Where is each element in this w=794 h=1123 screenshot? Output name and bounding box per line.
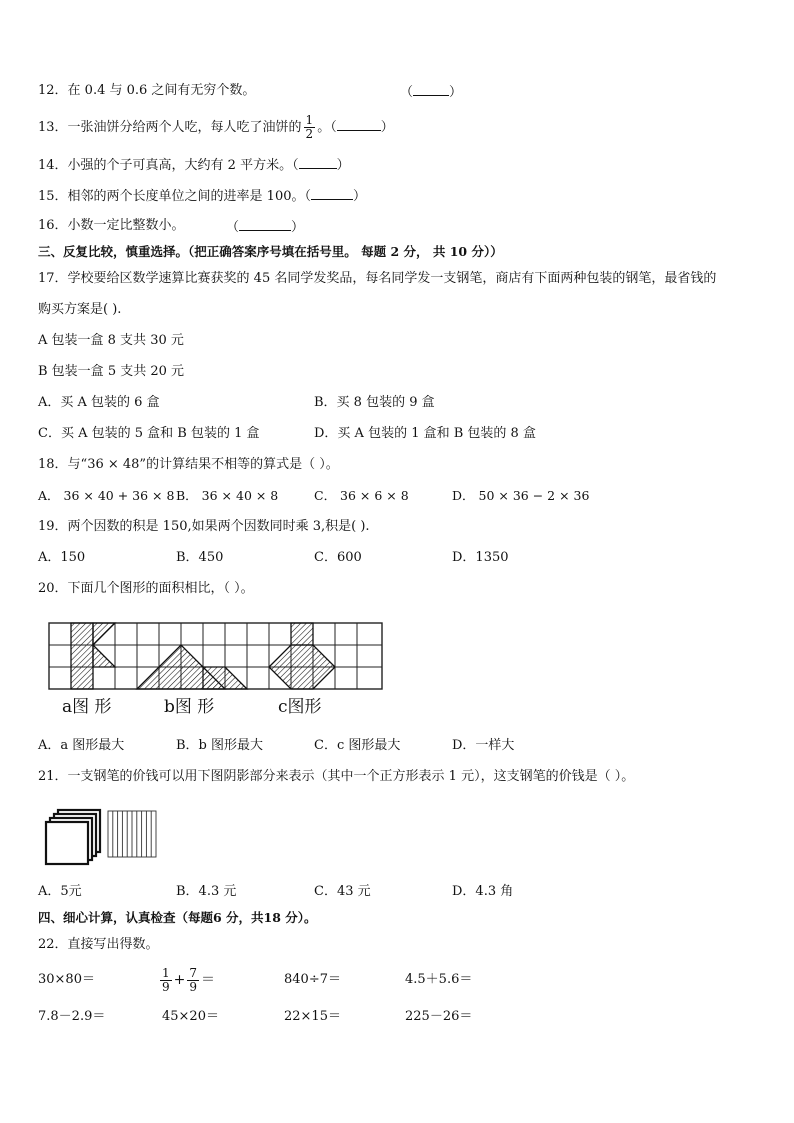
q20-stem: 20．下面几个图形的面积相比，（ ）。 (38, 581, 254, 596)
q18-option-a[interactable]: A． 36 × 40 + 36 × 8 (38, 488, 175, 503)
tenth-strips (108, 811, 156, 857)
q21-option-c[interactable]: C．43 元 (314, 884, 371, 899)
q17-package-b: B 包装一盒 5 支共 20 元 (38, 364, 185, 379)
q17-option-a[interactable]: A．买 A 包装的 6 盒 (38, 395, 160, 410)
q14-blank[interactable] (299, 155, 337, 169)
q22-calc-4: 4.5＋5.6＝ (405, 972, 473, 987)
q16-answer-paren[interactable]: （ ） (226, 217, 304, 237)
q17-option-d[interactable]: D．买 A 包装的 1 盒和 B 包装的 8 盒 (314, 426, 536, 441)
q22-calc-5: 7.8－2.9＝ (38, 1009, 106, 1024)
q18-option-b[interactable]: B． 36 × 40 × 8 (176, 488, 279, 503)
q20-label-c: c图形 (278, 697, 322, 717)
q20-option-a[interactable]: A．a 图形最大 (38, 738, 125, 753)
question-16: 16．小数一定比整数小。 (38, 218, 185, 233)
question-13: 13．一张油饼分给两个人吃，每人吃了油饼的 $\frac{1}{2}$ 。（ ） (38, 113, 394, 141)
stacked-squares (46, 810, 100, 864)
q18-option-d[interactable]: D． 50 × 36 − 2 × 36 (452, 488, 590, 503)
fraction-7-9: $\frac{7}{9}$ (189, 965, 198, 994)
q16-blank[interactable] (239, 217, 291, 231)
q15-blank[interactable] (311, 186, 353, 200)
q19-stem: 19．两个因数的积是 150,如果两个因数同时乘 3,积是( ). (38, 519, 370, 534)
q22-calc-1: 30×80＝ (38, 972, 95, 987)
q20-label-b: b图 形 (164, 697, 215, 717)
q12-answer-paren[interactable]: （ ） (400, 82, 462, 102)
q22-calc-7: 22×15＝ (284, 1009, 341, 1024)
question-12 (38, 82, 255, 100)
q21-money-squares-figure (44, 808, 160, 870)
section-4-heading: 四、细心计算，认真检查（每题6 分，共18 分）。 (38, 910, 317, 925)
shape-a (71, 623, 115, 689)
q22-calc-fraction: $\frac{1}{9}$ + $\frac{7}{9}$ ＝ (162, 965, 216, 994)
q19-option-a[interactable]: A．150 (38, 550, 86, 565)
q18-stem: 18．与“36 × 48”的计算结果不相等的算式是（ ）。 (38, 457, 339, 472)
q22-calc-3: 840÷7＝ (284, 972, 341, 987)
fraction-one-half: $\frac{1}{2}$ (305, 113, 314, 141)
question-15: 15．相邻的两个长度单位之间的进率是 100。（ ） (38, 186, 366, 206)
q19-option-d[interactable]: D．1350 (452, 550, 509, 565)
q20-option-d[interactable]: D．一样大 (452, 738, 515, 753)
q17-option-b[interactable]: B．买 8 包装的 9 盒 (314, 395, 435, 410)
q17-package-a: A 包装一盒 8 支共 30 元 (38, 333, 184, 348)
q12-text: 12．在 0.4 与 0.6 之间有无穷个数。 (38, 83, 256, 98)
q17-option-c[interactable]: C．买 A 包装的 5 盒和 B 包装的 1 盒 (38, 426, 260, 441)
q20-option-b[interactable]: B．b 图形最大 (176, 738, 264, 753)
q21-option-b[interactable]: B．4.3 元 (176, 884, 237, 899)
q20-grid-figure (48, 621, 384, 691)
q20-option-c[interactable]: C．c 图形最大 (314, 738, 401, 753)
section-3-heading: 三、反复比较，慎重选择。（把正确答案序号填在括号里。 每题 2 分， 共 10 分）） (38, 244, 503, 259)
q21-stem: 21．一支钢笔的价钱可以用下图阴影部分来表示（其中一个正方形表示 1 元），这支钢笔的价钱是（ ）。 (38, 769, 635, 784)
q21-option-a[interactable]: A．5元 (38, 884, 82, 899)
q22-calc-8: 225－26＝ (405, 1009, 473, 1024)
q19-option-c[interactable]: C．600 (314, 550, 362, 565)
question-14: 14．小强的个子可真高，大约有 2 平方米。（ ） (38, 155, 350, 175)
q17-stem-line2: 购买方案是( ). (38, 302, 122, 317)
shape-c (269, 623, 335, 689)
q19-option-b[interactable]: B．450 (176, 550, 224, 565)
q18-option-c[interactable]: C． 36 × 6 × 8 (314, 488, 409, 503)
fraction-1-9: $\frac{1}{9}$ (162, 965, 170, 994)
q12-blank[interactable] (413, 82, 449, 96)
q22-stem: 22．直接写出得数。 (38, 937, 159, 952)
q21-option-d[interactable]: D．4.3 角 (452, 884, 514, 899)
q17-stem-line1: 17．学校要给区数学速算比赛获奖的 45 名同学发奖品，每名同学发一支钢笔，商店有下面两种包装的钢笔，最省钱的 (38, 271, 717, 286)
q22-calc-6: 45×20＝ (162, 1009, 219, 1024)
q20-label-a: a图 形 (62, 697, 112, 717)
q13-blank[interactable] (337, 117, 381, 131)
